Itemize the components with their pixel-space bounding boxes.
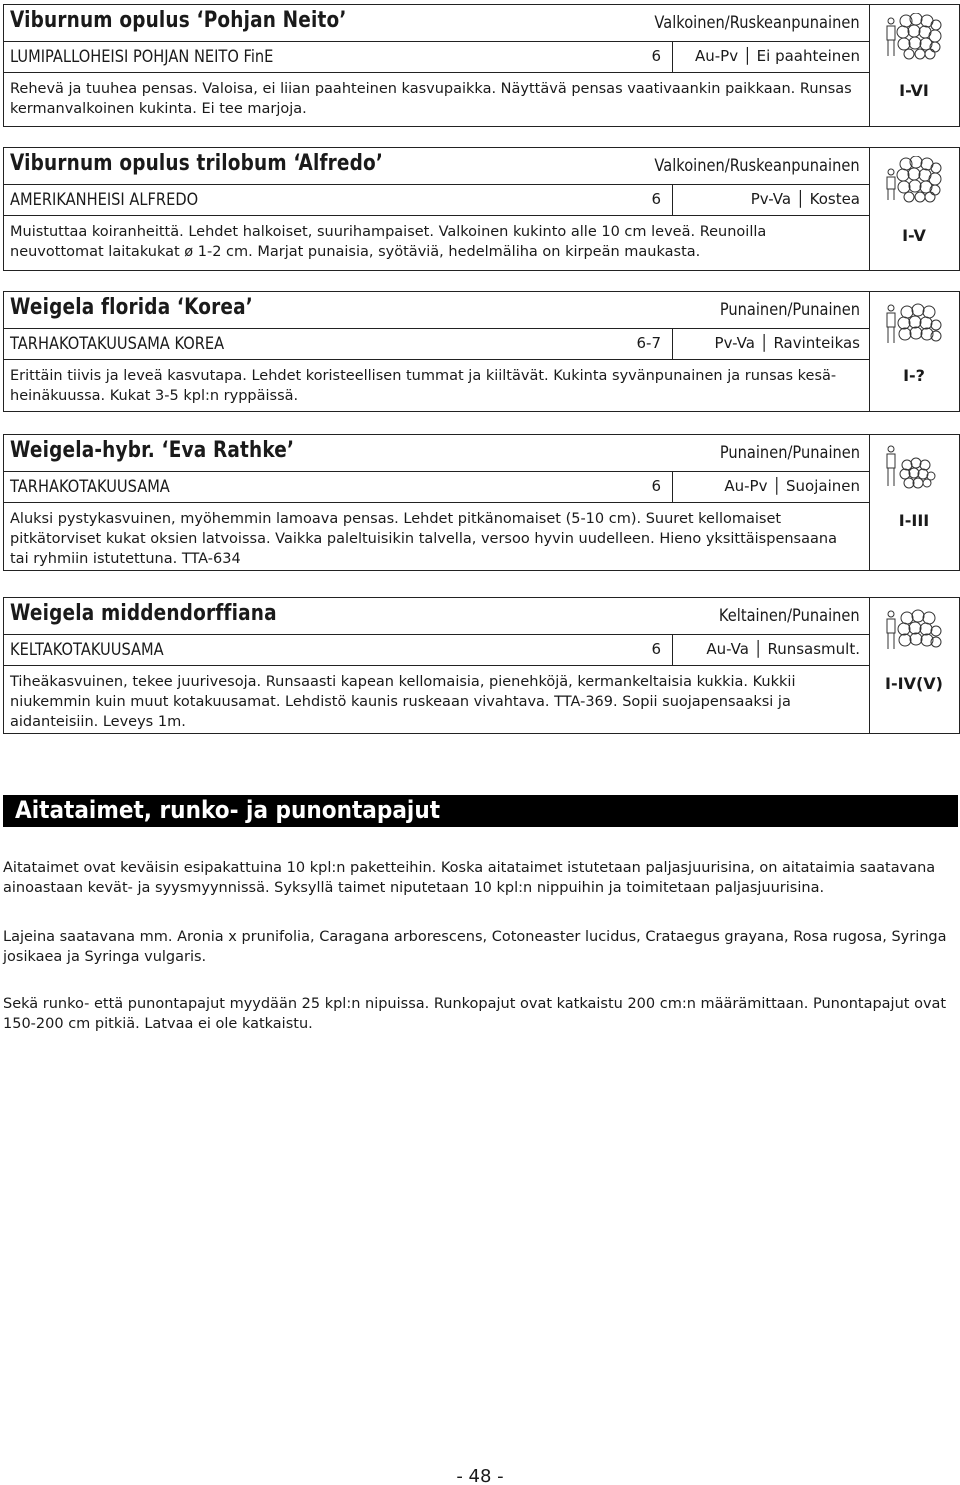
title-row [4, 435, 870, 471]
zone-value: 6 [651, 47, 661, 65]
plant-card [3, 147, 960, 271]
scientific-name: Viburnum opulus trilobum ‘Alfredo’ [10, 151, 384, 176]
hardiness-zone: I-V [902, 226, 926, 245]
common-name: TARHAKOTAKUUSAMA [10, 477, 170, 497]
habitat-value: Pv-Va │ Kostea [672, 185, 870, 215]
plant-card [3, 291, 960, 412]
flower-color: Punainen/Punainen [719, 300, 860, 320]
hardiness-zone: I-III [898, 511, 930, 530]
plant-card [3, 597, 960, 734]
plant-description: Erittäin tiivis ja leveä kasvutapa. Lehdet koristeellisen tummat ja kiiltävät. Kukinta syvänpunainen ja runsas kesä-heinäkuussa. Kukat 3-5 kpl:n ryppäissä. [10, 368, 837, 404]
common-name: KELTAKOTAKUUSAMA [10, 640, 164, 660]
info-row [4, 634, 870, 666]
plant-card [3, 4, 960, 127]
person-and-shrub-icon [885, 13, 943, 61]
plant-main [4, 148, 870, 270]
plant-description: Muistuttaa koiranheittä. Lehdet halkoiset, suurihampaiset. Valkoinen kukinto alle 10 cm leveä. Reunoilla neuvottomat laitakukat ø 1-2 cm. Marjat punaisia, syötäviä, hedelmäliha on kirpeän maukasta. [10, 224, 767, 260]
hardiness-zone: I-? [903, 366, 925, 385]
section-paragraph: Aitataimet ovat keväisin esipakattuina 10 kpl:n paketteihin. Koska aitataimet istutetaan paljasjuurisina, on aitataimia saatavana ainoastaan kevät- ja syysmyynnissä. Syksyllä taimet niputetaan 10 kpl:n nippuihin ja toimitetaan paljasjuurisina. [3, 860, 936, 896]
flower-color: Punainen/Punainen [719, 443, 860, 463]
section-paragraph: Sekä runko- että punontapajut myydään 25 kpl:n nipuissa. Runkopajut ovat katkaistu 200 cm:n määrämittaan. Punontapajut ovat 150-200 cm pitkiä. Latvaa ei ole katkaistu. [3, 996, 947, 1032]
common-name: LUMIPALLOHEISI POHJAN NEITO FinE [10, 47, 274, 67]
size-panel [869, 598, 959, 733]
title-row [4, 5, 870, 41]
person-and-shrub-icon [885, 606, 943, 654]
scientific-name: Weigela middendorffiana [10, 601, 277, 626]
plant-main [4, 292, 870, 411]
habitat-value: Au-Va │ Runsasmult. [672, 635, 870, 665]
info-row [4, 184, 870, 216]
scientific-name: Viburnum opulus ‘Pohjan Neito’ [10, 8, 347, 33]
plant-main [4, 5, 870, 126]
zone-value: 6 [651, 640, 661, 658]
flower-color: Keltainen/Punainen [719, 606, 860, 626]
info-row [4, 471, 870, 503]
flower-color: Valkoinen/Ruskeanpunainen [654, 13, 860, 33]
plant-description: Rehevä ja tuuhea pensas. Valoisa, ei liian paahteinen kasvupaikka. Näyttävä pensas vaativaankin paikkaan. Runsas kermanvalkoinen kukinta. Ei tee marjoja. [10, 81, 852, 117]
zone-value: 6 [651, 190, 661, 208]
common-name: AMERIKANHEISI ALFREDO [10, 190, 199, 210]
hardiness-zone: I-IV(V) [885, 674, 943, 693]
info-row [4, 328, 870, 360]
person-and-shrub-icon [885, 300, 943, 348]
hardiness-zone: I-VI [899, 81, 929, 100]
title-row [4, 148, 870, 184]
plant-description: Aluksi pystykasvuinen, myöhemmin lamoava pensas. Lehdet pitkänomaiset (5-10 cm). Suuret kellomaiset pitkätorviset kukat oksien latvoissa. Vaikka paleltuisikin talvella, versoo hyvin uudelleen. Hieno yksittäispensaana tai ryhmiin istutettuna. TTA-634 [10, 511, 837, 567]
scientific-name: Weigela florida ‘Korea’ [10, 295, 253, 320]
page-number: - 48 - [456, 1466, 504, 1485]
person-and-shrub-icon [885, 156, 943, 204]
habitat-value: Au-Pv │ Suojainen [672, 472, 870, 502]
common-name: TARHAKOTAKUUSAMA KOREA [10, 334, 225, 354]
scientific-name: Weigela-hybr. ‘Eva Rathke’ [10, 438, 295, 463]
zone-value: 6-7 [636, 334, 661, 352]
flower-color: Valkoinen/Ruskeanpunainen [654, 156, 860, 176]
section-paragraph: Lajeina saatavana mm. Aronia x prunifolia, Caragana arborescens, Cotoneaster lucidus, Crataegus grayana, Rosa rugosa, Syringa josikaea ja Syringa vulgaris. [3, 929, 947, 965]
habitat-value: Pv-Va │ Ravinteikas [672, 329, 870, 359]
plant-description: Tiheäkasvuinen, tekee juurivesoja. Runsaasti kapean kellomaisia, pienehköjä, kermankeltaisia kukkia. Kukkii niukemmin kuin muut kotakuusamat. Lehdistö kaunis ruskeaan vivahtava. TTA-369. Sopii suojapensaaksi ja aidanteisiin. Leveys 1m. [10, 674, 796, 730]
title-row [4, 598, 870, 634]
plant-main [4, 598, 870, 733]
title-row [4, 292, 870, 328]
zone-value: 6 [651, 477, 661, 495]
plant-main [4, 435, 870, 570]
section-title: Aitataimet, runko- ja punontapajut [15, 796, 441, 824]
person-and-small-shrub-icon [885, 443, 943, 491]
size-panel [869, 292, 959, 411]
section-heading [3, 795, 958, 827]
habitat-value: Au-Pv │ Ei paahteinen [672, 42, 870, 72]
info-row [4, 41, 870, 73]
size-panel [869, 435, 959, 570]
size-panel [869, 5, 959, 126]
size-panel [869, 148, 959, 270]
plant-card [3, 434, 960, 571]
